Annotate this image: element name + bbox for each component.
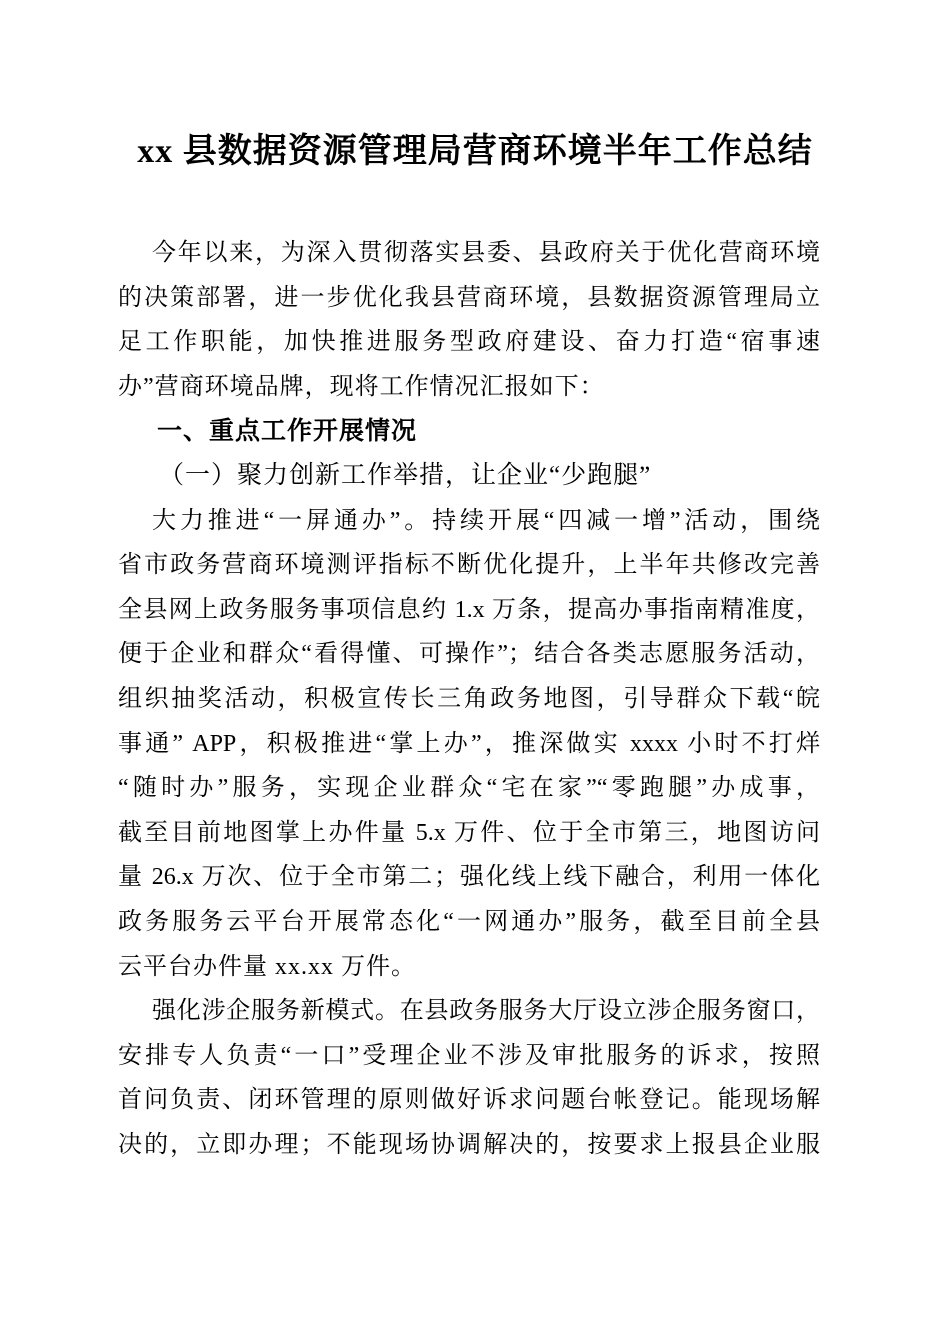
paragraph-line: 云平台办件量 xx.xx 万件。	[118, 953, 416, 980]
section-heading: 一、重点工作开展情况	[157, 417, 418, 446]
paragraph-line: 办”营商环境品牌，现将工作情况汇报如下：	[118, 373, 605, 400]
paragraph-line: 足工作职能，加快推进服务型政府建设、奋力打造“宿事速	[118, 329, 820, 356]
paragraph-line: 政务服务云平台开展常态化“一网通办”服务，截至目前全县	[118, 908, 820, 935]
paragraph-line: 首问负责、闭环管理的原则做好诉求问题台帐登记。能现场解	[118, 1087, 820, 1114]
paragraph-line: 便于企业和群众“看得懂、可操作”；结合各类志愿服务活动，	[118, 641, 820, 668]
paragraph-line: 量 26.x 万次、位于全市第二；强化线上线下融合，利用一体化	[118, 864, 820, 891]
paragraph-line: 组织抽奖活动，积极宣传长三角政务地图，引导群众下载“皖	[118, 685, 820, 712]
paragraph-line: 事通” APP，积极推进“掌上办”，推深做实 xxxx 小时不打烊	[118, 730, 820, 757]
paragraph-line: 全县网上政务服务事项信息约 1.x 万条，提高办事指南精准度，	[118, 596, 820, 623]
paragraph-line: 今年以来，为深入贯彻落实县委、县政府关于优化营商环境	[152, 240, 820, 266]
paragraph-line: 大力推进“一屏通办”。持续开展“四减一增”活动，围绕	[152, 507, 820, 534]
paragraph-line: “随时办”服务，实现企业群众“宅在家”“零跑腿”办成事，	[118, 775, 820, 802]
paragraph-line: 的决策部署，进一步优化我县营商环境，县数据资源管理局立	[118, 284, 820, 311]
document-body	[118, 231, 820, 1167]
paragraph-line: 省市政务营商环境测评指标不断优化提升，上半年共修改完善	[118, 552, 820, 579]
paragraph-line: 强化涉企服务新模式。在县政务服务大厅设立涉企服务窗口，	[152, 998, 820, 1025]
document-title: xx 县数据资源管理局营商环境半年工作总结	[137, 133, 813, 170]
paragraph-line: 截至目前地图掌上办件量 5.x 万件、位于全市第三，地图访问	[118, 819, 820, 846]
paragraph-line: 安排专人负责“一口”受理企业不涉及审批服务的诉求，按照	[118, 1042, 820, 1069]
paragraph-line: 决的，立即办理；不能现场协调解决的，按要求上报县企业服	[118, 1131, 820, 1158]
subsection-heading: （一）聚力创新工作举措，让企业“少跑腿”	[159, 461, 652, 489]
